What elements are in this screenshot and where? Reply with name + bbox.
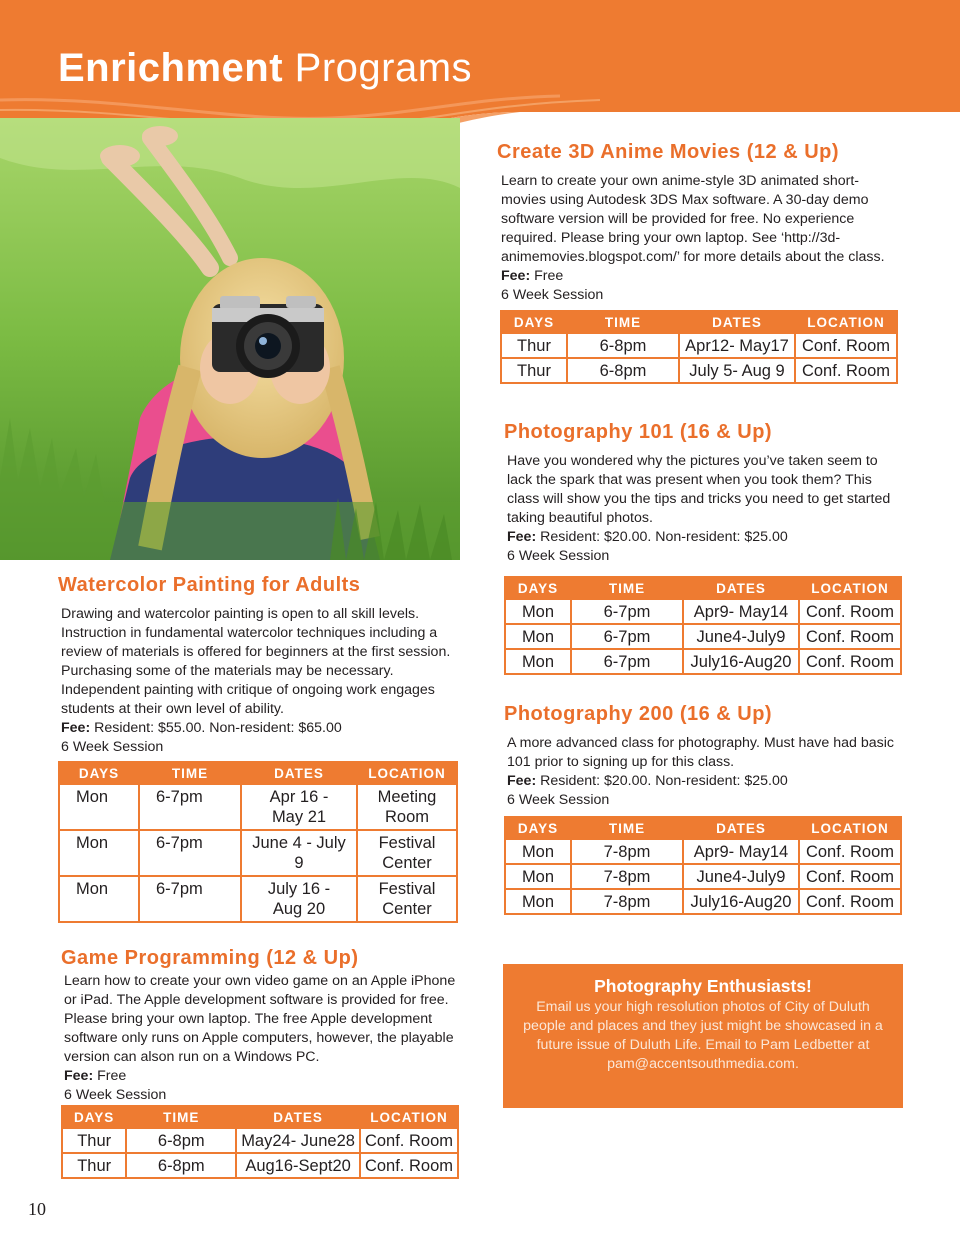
col-dates: DATES	[236, 1106, 360, 1128]
game-programming-title: Game Programming (12 & Up)	[61, 947, 359, 969]
table-header-row	[505, 577, 901, 599]
cell-time: 6-7pm	[571, 649, 683, 674]
page-title-rest: Programs	[294, 46, 473, 90]
table-header-row	[505, 817, 901, 839]
cell-time: 7-8pm	[571, 839, 683, 864]
cell-days: Mon	[505, 599, 571, 624]
col-days: DAYS	[62, 1106, 126, 1128]
cell-location: Conf. Room	[799, 889, 901, 914]
cell-days: Thur	[501, 333, 567, 358]
table-header-row	[59, 762, 457, 784]
cell-dates: June4-July9	[683, 864, 799, 889]
anime-fee-label: Fee:	[501, 268, 531, 284]
table-row	[59, 830, 457, 876]
cell-days: Thur	[62, 1128, 126, 1153]
col-dates: DATES	[679, 311, 795, 333]
cell-dates: July16-Aug20	[683, 889, 799, 914]
table-row	[59, 876, 457, 922]
table-row	[62, 1128, 458, 1153]
cell-time: 6-7pm	[139, 876, 241, 922]
anime-fee	[497, 267, 897, 286]
col-time: TIME	[571, 577, 683, 599]
cell-days: Thur	[62, 1153, 126, 1178]
photography-101-fee-value: Resident: $20.00. Non-resident: $25.00	[540, 529, 788, 545]
watercolor-fee-value: Resident: $55.00. Non-resident: $65.00	[94, 720, 342, 736]
col-dates: DATES	[683, 817, 799, 839]
cell-dates: Apr9- May14	[683, 839, 799, 864]
cell-days: Mon	[505, 889, 571, 914]
cell-time: 6-7pm	[139, 830, 241, 876]
photography-101-fee-label: Fee:	[507, 529, 537, 545]
cell-days: Mon	[505, 839, 571, 864]
cell-time: 6-8pm	[567, 333, 679, 358]
col-location: LOCATION	[357, 762, 457, 784]
photography-200-fee	[504, 772, 904, 791]
cell-location: Conf. Room	[799, 599, 901, 624]
game-programming-fee-label: Fee:	[64, 1068, 94, 1084]
page-title-bold: Enrichment	[58, 46, 284, 90]
photography-200-session: 6 Week Session	[507, 792, 610, 808]
game-programming-fee-value: Free	[97, 1068, 127, 1084]
photography-200-section	[504, 703, 904, 915]
cell-location: Conf. Room	[360, 1128, 458, 1153]
game-programming-description: Learn how to create your own video game on an Apple iPhone or iPad. The Apple development software is provided for free. Please bring your own laptop. The free Apple development software only runs on Apple computers, however, the playable version can alson run on a Windows PC.	[64, 973, 456, 1065]
photography-101-fee	[504, 528, 904, 547]
col-time: TIME	[571, 817, 683, 839]
col-time: TIME	[126, 1106, 236, 1128]
cell-location: Conf. Room	[799, 624, 901, 649]
girl-with-camera-photo	[0, 118, 460, 560]
cell-time: 6-7pm	[571, 624, 683, 649]
col-days: DAYS	[501, 311, 567, 333]
watercolor-session: 6 Week Session	[61, 739, 164, 755]
cell-location: Conf. Room	[799, 839, 901, 864]
col-location: LOCATION	[795, 311, 897, 333]
table-header-row	[501, 311, 897, 333]
col-time: TIME	[567, 311, 679, 333]
photography-enthusiasts-callout	[503, 964, 903, 1108]
col-days: DAYS	[505, 817, 571, 839]
cell-dates: May24- June28	[236, 1128, 360, 1153]
table-row	[501, 358, 897, 383]
table-row	[505, 624, 901, 649]
col-location: LOCATION	[360, 1106, 458, 1128]
callout-title: Photography Enthusiasts!	[594, 976, 812, 996]
watercolor-schedule-table	[58, 761, 458, 923]
callout-body: Email us your high resolution photos of City of Duluth people and places and they just might be showcased in a future issue of Duluth Life. Email to Pam Ledbetter at pam@accentsouthmedia.com.	[523, 999, 883, 1072]
col-days: DAYS	[505, 577, 571, 599]
cell-location: Conf. Room	[799, 649, 901, 674]
photography-101-section	[504, 421, 904, 675]
col-time: TIME	[139, 762, 241, 784]
watercolor-fee	[58, 719, 458, 738]
photography-200-schedule-table	[504, 816, 902, 915]
cell-dates: Apr12- May17	[679, 333, 795, 358]
photography-200-fee-value: Resident: $20.00. Non-resident: $25.00	[540, 773, 788, 789]
col-location: LOCATION	[799, 817, 901, 839]
cell-dates: Apr9- May14	[683, 599, 799, 624]
game-programming-section	[61, 947, 461, 1179]
cell-location: Conf. Room	[799, 864, 901, 889]
photography-101-schedule-table	[504, 576, 902, 675]
cell-days: Mon	[505, 649, 571, 674]
cell-location: Conf. Room	[360, 1153, 458, 1178]
cell-time: 7-8pm	[571, 889, 683, 914]
cell-days: Mon	[59, 876, 139, 922]
table-row	[505, 839, 901, 864]
col-dates: DATES	[683, 577, 799, 599]
page-title	[58, 46, 472, 91]
table-row	[505, 864, 901, 889]
cell-location: Meeting Room	[357, 784, 457, 830]
cell-days: Thur	[501, 358, 567, 383]
col-dates: DATES	[241, 762, 357, 784]
cell-location: Festival Center	[357, 830, 457, 876]
cell-days: Mon	[59, 830, 139, 876]
cell-time: 6-7pm	[139, 784, 241, 830]
col-location: LOCATION	[799, 577, 901, 599]
col-days: DAYS	[59, 762, 139, 784]
cell-location: Festival Center	[357, 876, 457, 922]
cell-location: Conf. Room	[795, 358, 897, 383]
table-row	[59, 784, 457, 830]
table-header-row	[62, 1106, 458, 1128]
anime-schedule-table	[500, 310, 898, 384]
cell-dates: June 4 - July 9	[241, 830, 357, 876]
cell-dates: July 5- Aug 9	[679, 358, 795, 383]
photography-101-title: Photography 101 (16 & Up)	[504, 421, 773, 443]
cell-time: 7-8pm	[571, 864, 683, 889]
watercolor-title: Watercolor Painting for Adults	[58, 574, 361, 596]
cell-dates: July 16 - Aug 20	[241, 876, 357, 922]
photography-101-description: Have you wondered why the pictures you’ve taken seem to lack the spark that was present when you took them? This class will show you the tips and tricks you need to get started taking beautiful photos.	[507, 453, 891, 526]
anime-session: 6 Week Session	[501, 287, 604, 303]
watercolor-section	[58, 574, 458, 923]
game-programming-schedule-table	[61, 1105, 459, 1179]
cell-days: Mon	[505, 864, 571, 889]
game-programming-session: 6 Week Session	[64, 1087, 167, 1103]
anime-fee-value: Free	[534, 268, 564, 284]
table-row	[501, 333, 897, 358]
photography-200-description: A more advanced class for photography. Must have had basic 101 prior to signing up for this class.	[507, 735, 894, 770]
watercolor-description: Drawing and watercolor painting is open to all skill levels. Instruction in fundamental watercolor techniques including a review of materials is offered for beginners at the first session. Purchasing some of the materials may be necessary. Independent painting with critique of ongoing work engages students at their own level of ability.	[61, 606, 451, 717]
cell-time: 6-8pm	[126, 1153, 236, 1178]
table-row	[505, 649, 901, 674]
cell-time: 6-8pm	[567, 358, 679, 383]
anime-section	[497, 141, 897, 384]
anime-title: Create 3D Anime Movies (12 & Up)	[497, 141, 840, 163]
watercolor-fee-label: Fee:	[61, 720, 91, 736]
game-programming-fee	[61, 1067, 461, 1086]
cell-time: 6-7pm	[571, 599, 683, 624]
table-row	[505, 599, 901, 624]
cell-time: 6-8pm	[126, 1128, 236, 1153]
cell-dates: June4-July9	[683, 624, 799, 649]
photography-200-fee-label: Fee:	[507, 773, 537, 789]
cell-days: Mon	[59, 784, 139, 830]
anime-description: Learn to create your own anime-style 3D animated short-movies using Autodesk 3DS Max software. A 30-day demo software version will be provided for free. No experience required. Please bring your own laptop. See ‘http://3d-animemovies.blogspot.com/’ for more details about the class.	[501, 173, 885, 265]
cell-dates: Apr 16 - May 21	[241, 784, 357, 830]
cell-location: Conf. Room	[795, 333, 897, 358]
photography-200-title: Photography 200 (16 & Up)	[504, 703, 773, 725]
table-row	[62, 1153, 458, 1178]
photography-101-session: 6 Week Session	[507, 548, 610, 564]
cell-dates: Aug16-Sept20	[236, 1153, 360, 1178]
cell-dates: July16-Aug20	[683, 649, 799, 674]
table-row	[505, 889, 901, 914]
page-number: 10	[28, 1199, 46, 1219]
cell-days: Mon	[505, 624, 571, 649]
